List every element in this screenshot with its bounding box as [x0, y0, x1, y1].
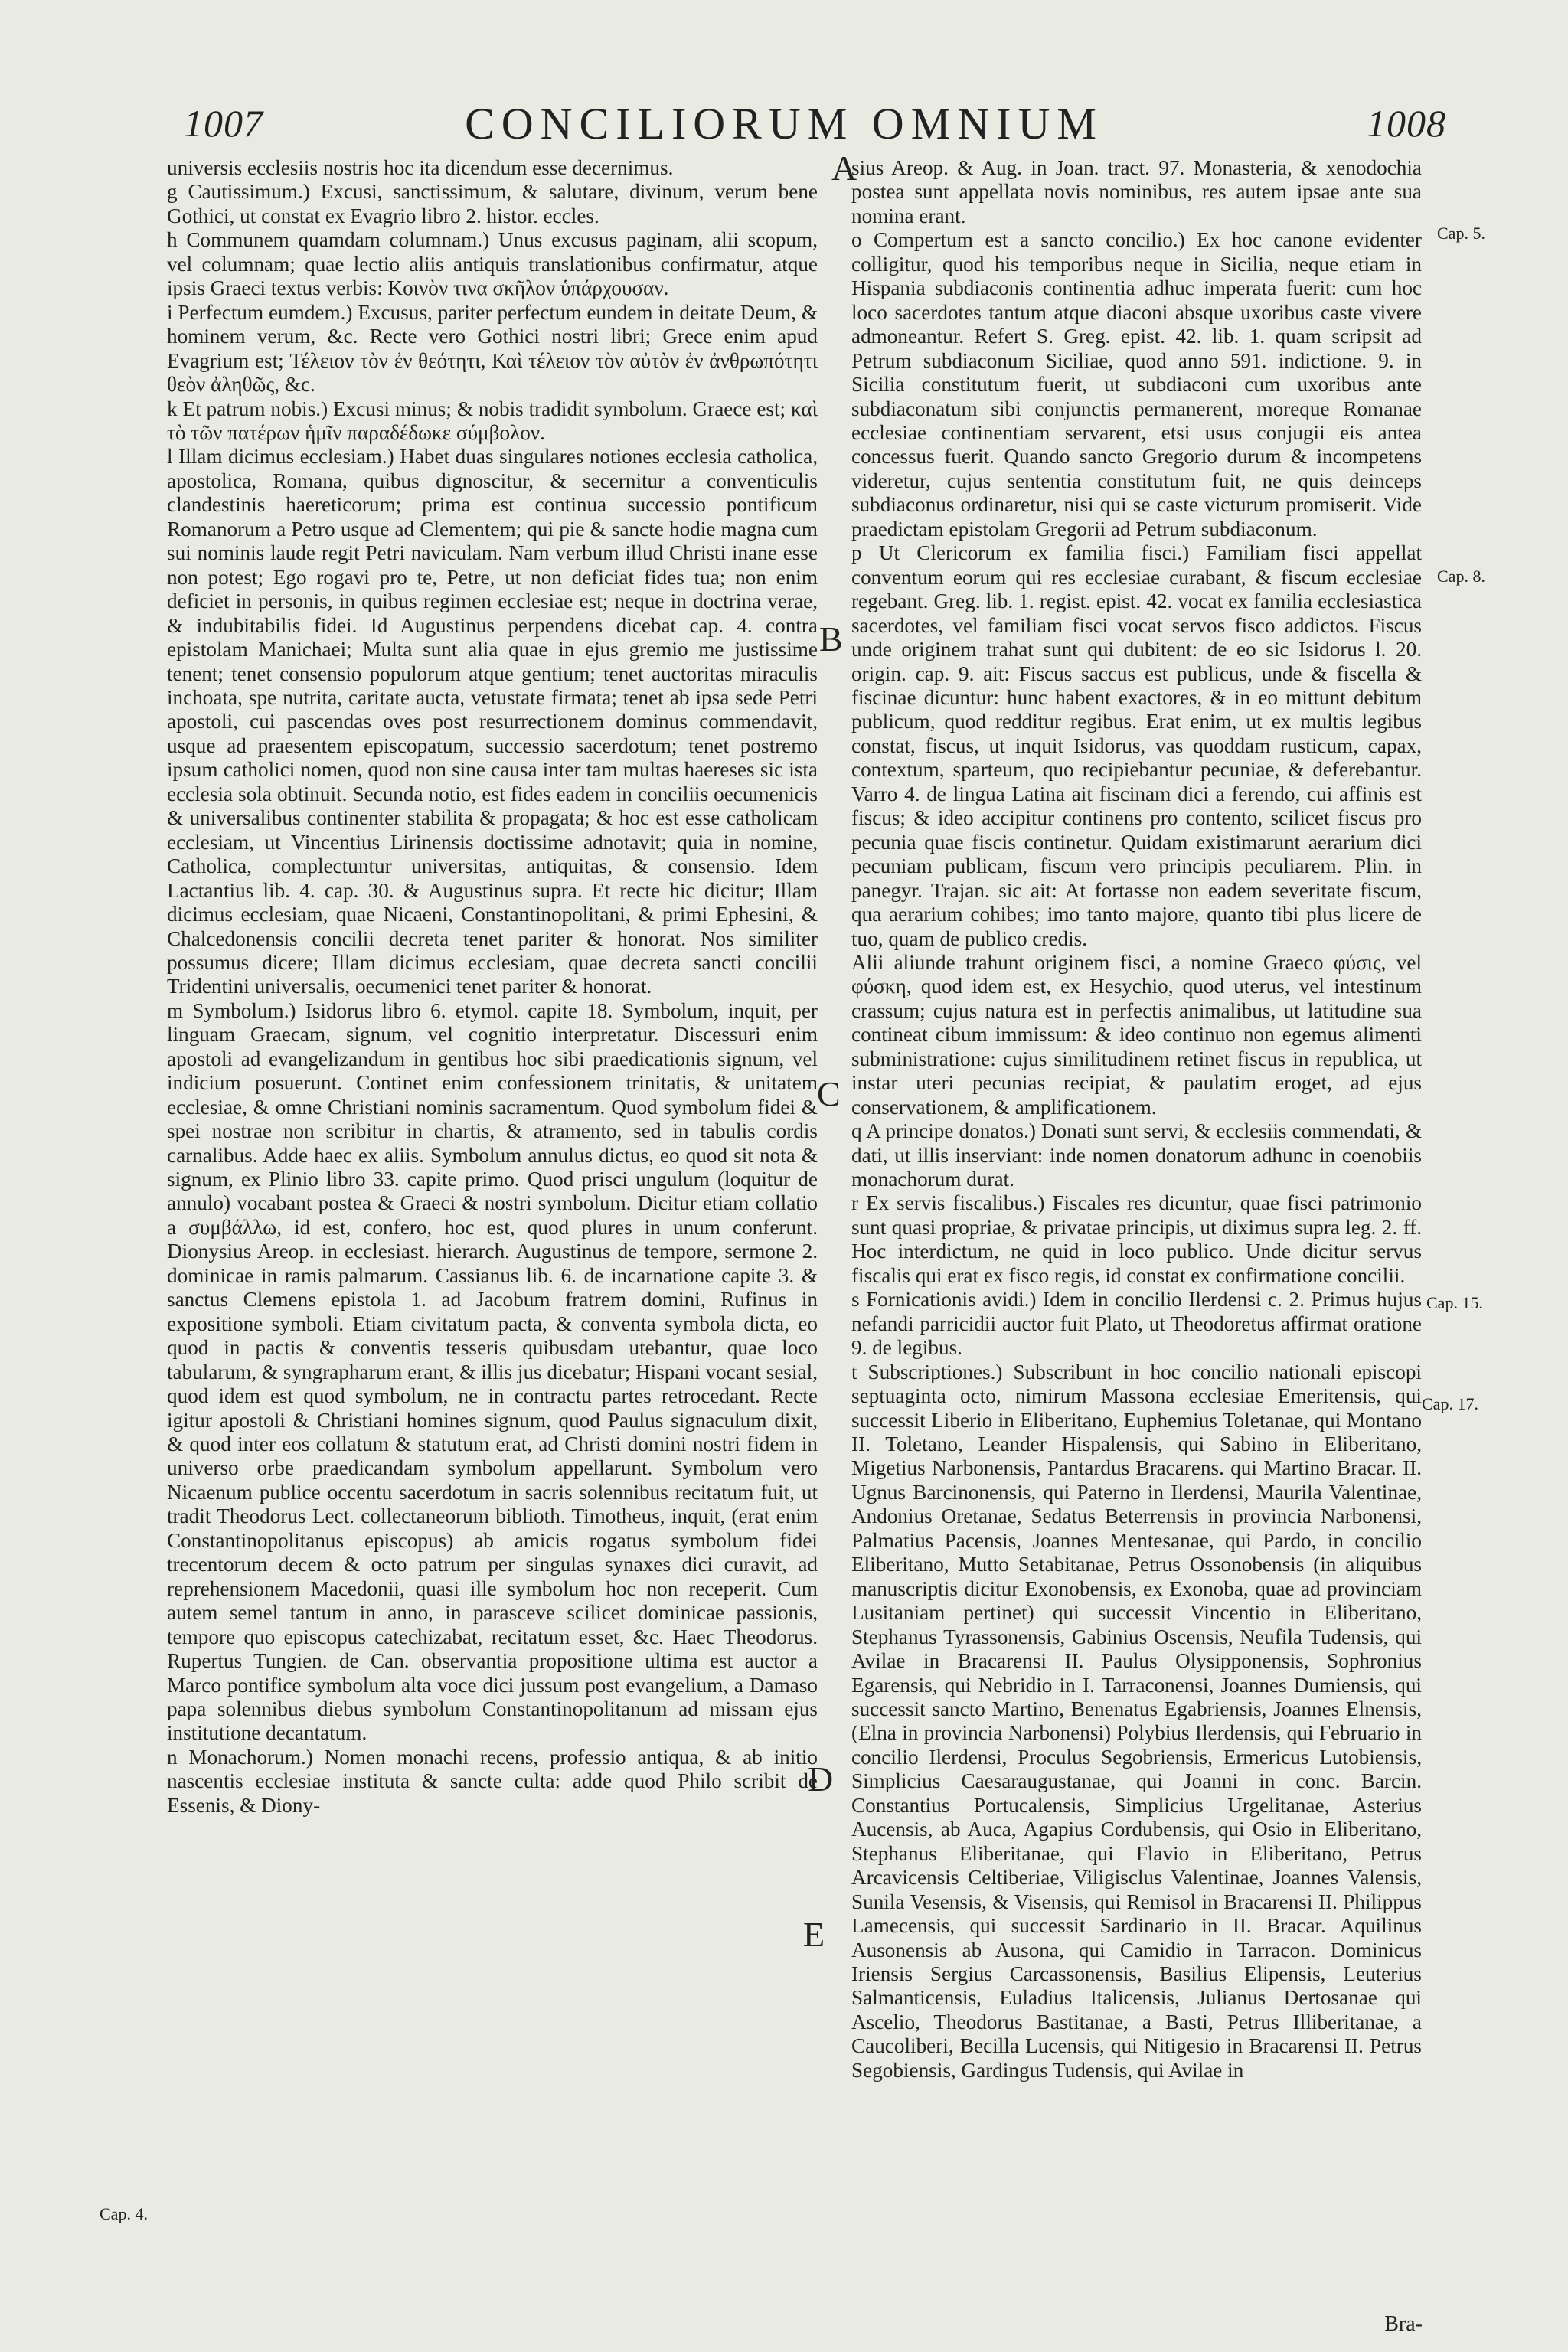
note-paragraph: q A principe donatos.) Donati sunt servi, & ecclesiis commendati, & dati, ut illis inserviant: inde nomen donatorum adhunc in coenobiis monachorum durat. — [851, 1119, 1422, 1191]
catchword: Bra- — [1384, 2312, 1423, 2336]
margin-note: Cap. 5. — [1437, 224, 1485, 243]
section-marker-e: E — [803, 1915, 825, 1954]
note-paragraph: o Compertum est a sancto concilio.) Ex hoc canone evidenter colligitur, quod his temporibus neque in Sicilia, neque etiam in Hispania subdiaconis continentia adhuc imperata fuerit: cum hoc loco sacerdotes tantum atque diaconi absque uxoribus caste vivere admoneantur. Refert S. Greg. epist. 42. lib. 1. quam scripsit ad Petrum subdiaconum Siciliae, quod anno 591. indictione. 9. in Sicilia constitutum fuerit, ut subdiaconi cum uxoribus ante subdiaconatum sibi conjunctis permanerent, moreque Romanae ecclesiae continentiam servarent, etsi usus conjugii eis antea concessus fuerit. Quando sancto Gregorio durum & incompetens videretur, cujus sententia constitutum fuit, ne quis deinceps subdiaconus ordinaretur, nisi qui se caste victurum promiserit. Vide praedictam epistolam Gregorii ad Petrum subdiaconum. — [851, 228, 1422, 541]
note-paragraph: r Ex servis fiscalibus.) Fiscales res dicuntur, quae fisci patrimonio sunt quasi propriae, & privatae principis, ut diximus supra leg. 2. ff. Hoc interdictum, ne quid in loco publico. Unde dicitur servus fiscalis qui erat ex fisco regis, id constat ex confirmatione concilii. — [851, 1191, 1422, 1287]
note-paragraph: Alii aliunde trahunt originem fisci, a nomine Graeco φύσις, vel φύσκη, quod idem est, ex Hesychio, quod uterus, vel intestinum crassum; cujus natura est in perfectis animalibus, ut latitudine sua contineat cibum immissum: & ideo continuo non egemus alimenti subministratione: cujus similitudinem retinet fiscus in republica, ut instar uteri pecunias recipiat, & paulatim eroget, ad ejus conservationem, & amplificationem. — [851, 950, 1422, 1119]
running-title: CONCILIORUM OMNIUM — [465, 99, 1103, 149]
right-column — [851, 156, 1422, 2308]
page-number-left: 1007 — [184, 102, 263, 145]
note-paragraph: g Cautissimum.) Excusi, sanctissimum, & salutare, divinum, verum bene Gothici, ut constat ex Evagrio libro 2. histor. eccles. — [167, 180, 818, 227]
note-paragraph: l Illam dicimus ecclesiam.) Habet duas singulares notiones ecclesia catholica, apostolica, Romana, quibus dignoscitur, & secernitur a conventiculis clandestinis haereticorum; prima est continua successio pontificum Romanorum a Petro usque ad Clementem; qui pie & sancte hodie magna cum sui nominis laude regit Petri naviculam. Nam verbum illud Christi inane esse non potest; Ego rogavi pro te, Petre, ut non deficiat fides tua; non enim deficiet in personis, in quibus regimen ecclesiae est; neque in doctrina verae, & indubitabilis fidei. Id Augustinus perpendens dicebat cap. 4. contra epistolam Manichaei; Multa sunt alia quae in ejus gremio me justissime tenent; tenet consensio populorum atque gentium; tenet auctoritas miraculis inchoata, spe nutrita, caritate aucta, vetustate firmata; tenet ab ipsa sede Petri apostoli, cui pascendas oves post resurrectionem dominus commendavit, usque ad praesentem episcopatum, successio sacerdotum; tenet postremo ipsum catholici nomen, quod non sine causa inter tam multas haereses sic ista ecclesia sola obtinuit. Secunda notio, est fides eadem in conciliis oecumenicis & universalibus continenter stabilita & propagata; & hoc est esse catholicam ecclesiam, ut Vincentius Lirinensis doctissime adnotavit; quia in nomine, Catholica, complectuntur universitas, antiquitas, & consensio. Idem Lactantius lib. 4. cap. 30. & Augustinus supra. Et recte hic dicitur; Illam dicimus ecclesiam, quae Nicaeni, Constantinopolitani, & primi Ephesini, & Chalcedonensis concilii decreta tenet pariter & honorat. Nos similiter possumus dicere; Illam dicimus ecclesiam, quae decreta sancti concilii Tridentini universalis, oecumenici tenet pariter & honorat. — [167, 445, 818, 998]
note-paragraph: m Symbolum.) Isidorus libro 6. etymol. capite 18. Symbolum, inquit, per linguam Graecam, signum, vel cognitio interpretatur. Discessuri enim apostoli ad evangelizandum in gentibus hoc sibi praedicationis signum, vel indicium posuerunt. Continet enim confessionem trinitatis, & unitatem ecclesiae, & omne Christiani nominis sacramentum. Quod symbolum fidei & spei nostrae non scribitur in chartis, & atramento, sed in tabulis cordis carnalibus. Adde haec ex aliis. Symbolum annulus dictus, eo quod sit nota & signum, ex Plinio libro 33. capite primo. Quod prisci ungulum (loquitur de annulo) vocabant postea & Graeci & nostri symbolum. Dicitur etiam collatio a συμβάλλω, id est, confero, hoc est, quod plures in unum conferunt. Dionysius Areop. in ecclesiast. hierarch. Augustinus de tempore, sermone 2. dominicae in ramis palmarum. Cassianus lib. 6. de incarnatione capite 3. & sanctus Clemens epistola 1. ad Jacobum fratrem domini, Rufinus in expositione symboli. Etiam civitatum pacta, & conventa symbola dicta, eo quod in pactis & conventis tesseris quibusdam utebantur, quae loco tabularum, & syngrapharum erant, & illis jus dicebatur; Hispani vocant sesial, quod idem est quod symbolum, ne in contractu partes retrocedant. Recte igitur apostoli & Christiani homines signum, quod Paulus signaculum dixit, & quod inter eos collatum & statutum erat, ad Christi domini nostri fidem in universo orbe praedicandam symbolum appellarunt. Symbolum vero Nicaenum publice occentu sacerdotum in sacris solennibus recitatum fuit, ut tradit Theodorus Lect. collectaneorum biblioth. Timotheus, inquit, (erat enim Constantinopolitanus episcopus) ab amicis rogatus symbolum fidei trecentorum decem & octo patrum per singulas synaxes dici curavit, ad reprehensionem Macedonii, quasi ille symbolum hoc non receperit. Cum autem semel tantum in anno, in parasceve scilicet dominicae passionis, tempore quo episcopus catechizabat, recitatum esset, &c. Haec Theodorus. Rupertus Tungien. de Can. observantia propositione ultima est auctor a Marco pontifice symbolum alta voce dici jussum post evangelium, a Damaso papa solennibus diebus symbolum Constantinopolitanum ad missam ejus institutione decantatum. — [167, 998, 818, 1745]
section-marker-c: C — [817, 1074, 841, 1113]
note-paragraph: k Et patrum nobis.) Excusi minus; & nobis tradidit symbolum. Graece est; καὶ τὸ τῶν πατέρων ἡμῖν παραδέδωκε σύμβολον. — [167, 397, 818, 444]
note-paragraph: t Subscriptiones.) Subscribunt in hoc concilio nationali episcopi septuaginta octo, nimirum Massona ecclesiae Emeritensis, qui successit Liberio in Eliberitano, Euphemius Toletanae, qui Montano II. Toletano, Leander Hispalensis, qui Sabino in Eliberitano, Migetius Narbonensis, Pantardus Bracarens. qui Martino Bracar. II. Ugnus Barcinonensis, qui Paterno in Ilerdensi, Maurila Valentinae, Andonius Oretanae, Sedatus Beterrensis in provincia Narbonensi, Palmatius Pacensis, Joannes Mentesanae, qui Pardo, in concilio Eliberitano, Mutto Setabitanae, Petrus Ossonobensis (in aliquibus manuscriptis dicitur Exonobensis, ex Exonoba, quae ad provinciam Lusitaniam pertinet) qui successit Vincentio in Eliberitano, Stephanus Tyrassonensis, Gabinius Oscensis, Neufila Tudensis, qui Avilae in Bracarensi II. Paulus Olysipponensis, Sophronius Egarensis, qui Nebridio in I. Tarraconensi, Joannes Dumiensis, qui successit sancto Martino, Benenatus Egabriensis, Joannes Elnensis, (Elna in provincia Narbonensi) Polybius Ilerdensis, qui Februario in concilio Ilerdensi, Proculus Segobriensis, Ermericus Lutobiensis, Simplicius Caesaraugustanae, qui Joanni in conc. Barcin. Constantius Portucalensis, Simplicius Urgelitanae, Asterius Aucensis, ab Auca, Agapius Cordubensis, qui Osio in Eliberitano, Stephanus Eliberitanae, qui Flavio in Eliberitano, Petrus Arcavicensis Celtiberiae, Viligisclus Valentinae, Joannes Valensis, Sunila Vesensis, & Visensis, qui Remisol in Bracarensi II. Philippus Lamecensis, qui successit Sardinario in II. Bracar. Aquilinus Ausonensis ab Ausona, qui Camidio in Tarracon. Dominicus Iriensis Sergius Carcassonensis, Basilius Elipensis, Leuterius Salmanticensis, Euladius Italicensis, Julianus Dertosanae qui Ascelio, Theodorus Bastitanae, a Basti, Petrus Illiberitanae, a Caucoliberi, Becilla Lucensis, qui Nitigesio in Bracarensi II. Petrus Segobiensis, Gardingus Tudensis, qui Avilae in — [851, 1360, 1422, 2082]
note-paragraph: universis ecclesiis nostris hoc ita dicendum esse decernimus. — [167, 156, 674, 179]
section-marker-d: D — [808, 1759, 834, 1798]
margin-note: Cap. 17. — [1422, 1394, 1478, 1413]
left-column — [167, 156, 818, 2223]
running-header — [0, 98, 1568, 152]
margin-note: Cap. 8. — [1437, 567, 1485, 586]
note-paragraph: h Communem quamdam columnam.) Unus excusus paginam, alii scopum, vel columnam; quae lectio aliis antiquis translationibus confirmatur, atque ipsis Graeci textus verbis: Κοινὸν τινα σκῆλον ὑπάρχουσαν. — [167, 228, 818, 300]
page-number-right: 1008 — [1367, 102, 1446, 145]
section-marker-b: B — [819, 619, 843, 658]
note-paragraph: n Monachorum.) Nomen monachi recens, professio antiqua, & ab initio nascentis ecclesiae instituta & sancte culta: adde quod Philo scribit de Essenis, & Diony- — [167, 1745, 818, 1817]
note-paragraph: s Fornicationis avidi.) Idem in concilio Ilerdensi c. 2. Primus hujus nefandi parricidii auctor fuit Plato, ut Theodoretus affirmat oratione 9. de legibus. — [851, 1288, 1422, 1360]
note-paragraph: i Perfectum eumdem.) Excusus, pariter perfectum eundem in deitate Deum, & hominem verum, &c. Recte vero Gothici nostri libri; Grece enim apud Evagrium est; Τέλειον τὸν ἐν θεότητι, Καὶ τέλειον τὸν αὐτὸν ἐν ἀνθρωπότητι θεὸν ἀληθῶς, &c. — [167, 300, 818, 397]
section-marker-a: A — [831, 149, 858, 188]
note-paragraph: sius Areop. & Aug. in Joan. tract. 97. Monasteria, & xenodochia postea sunt appellata novis nominibus, res autem ipsae ante sua nomina erant. — [851, 156, 1422, 227]
margin-note: Cap. 15. — [1426, 1293, 1483, 1312]
note-paragraph: p Ut Clericorum ex familia fisci.) Familiam fisci appellat conventum eorum qui res ecclesiae curabant, & fiscum ecclesiae regebant. Greg. lib. 1. regist. epist. 42. vocat ex familia ecclesiastica sacerdotes, vel familiam fisci vocat servos fisco addictos. Fiscus unde originem trahat sunt qui dubitent: de eo sic Isidorus l. 20. origin. cap. 9. ait: Fiscus saccus est publicus, unde & fiscella & fiscinae dicuntur: hunc habent exactores, & in eo mittunt debitum publicum, quod redditur regibus. Erat enim, ut ex multis legibus constat, fiscus, ut inquit Isidorus, vas quoddam rusticum, capax, contextum, sparteum, quo recipiebantur pecuniae, & deferebantur. Varro 4. de lingua Latina ait fiscinam dici a ferendo, cui affinis est fiscus; & ideo accipitur continens pro contento, scilicet fiscus pro pecunia quae fiscis continetur. Quidam existimarunt aerarium dici pecuniam publicam, fiscum vero principis peculiarem. Plin. in panegyr. Trajan. sic ait: At fortasse non eadem severitate fiscum, qua aerarium cohibes; imo tanto majore, quanto tibi plus licere de tuo, quam de publico credis. — [851, 541, 1422, 950]
margin-note: Cap. 4. — [100, 2204, 148, 2223]
